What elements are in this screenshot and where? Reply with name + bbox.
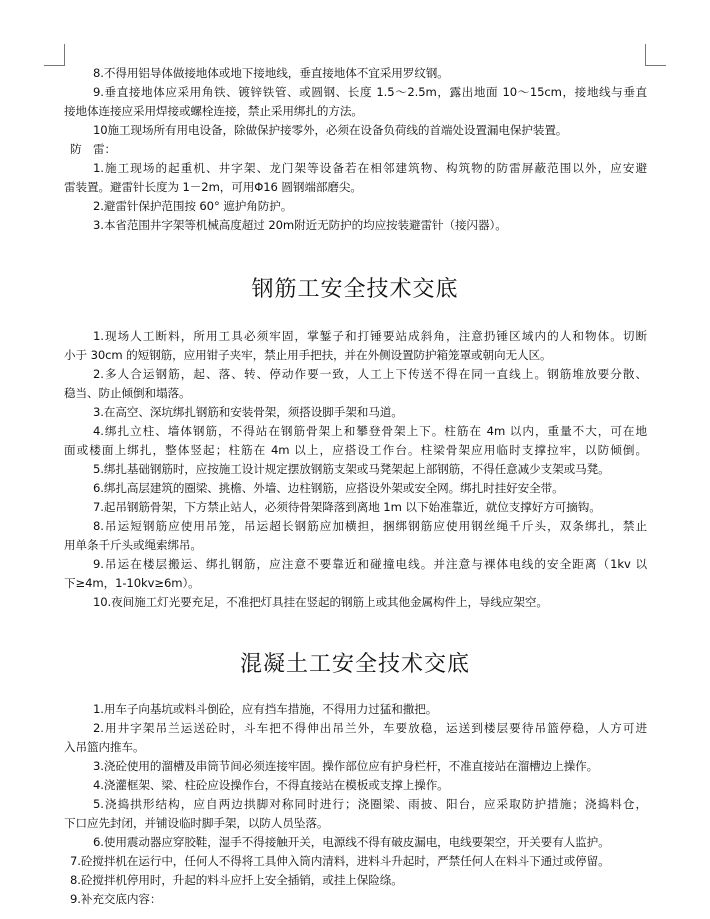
paragraph-line: 10施工现场所有用电设备，除做保护接零外，必须在设备负荷线的首端处设置漏电保护装置。 [93, 123, 568, 137]
paragraph-line: 4.浇灌框架、梁、柱砼应设操作台，不得直接站在模板或支撑上操作。 [93, 778, 449, 792]
paragraph-line: 5.绑扎基础钢筋时，应按施工设计规定摆放钢筋支架或马凳架起上部钢筋，不得任意减少支架或马凳。 [93, 462, 610, 476]
paragraph-line: 6.使用震动器应穿胶鞋，湿手不得接触开关，电源线不得有破皮漏电，电线要架空，开关要有人监护。 [93, 835, 610, 849]
paragraph-line: 8.砼搅拌机停用时，升起的料斗应扦上安全插销，或挂上保险绦。 [70, 873, 403, 887]
paragraph-line: 雷装置。避雷针长度为 1－2m，可用Φ16 圆钢端部磨尖。 [64, 180, 362, 194]
paragraph-line: 1.现场人工断料，所用工具必须牢固，掌錾子和打锤要站成斜角，注意扔锤区域内的人和物体。切断 [93, 329, 647, 343]
crop-mark-top-right [645, 44, 646, 66]
crop-mark-top-left [44, 65, 65, 66]
paragraph-line: 3.本省范围井字架等机械高度超过 20m附近无防护的均应按装避雷针（接闪器）。 [93, 218, 507, 232]
paragraph-line: 1.施工现场的起重机、井字架、龙门架等设备若在相邻建筑物、构筑物的防雷屏蔽范围以外，应安避 [93, 161, 647, 175]
paragraph-line: 8.不得用铝导体做接地体或地下接地线，垂直接地体不宜采用罗纹钢。 [93, 66, 449, 80]
paragraph-line: 9.垂直接地体应采用角铁、镀锌铁管、或圆钢、长度 1.5～2.5m，露出地面 10～15cm，接地线与垂直 [93, 85, 647, 99]
paragraph-line: 接地体连接应采用焊接或螺栓连接，禁止采用绑扎的方法。 [64, 104, 363, 118]
paragraph-line: 6.绑扎高层建筑的圈梁、挑檐、外墙、边柱钢筋，应搭设外架或安全网。绑扎时挂好安全带。 [93, 481, 564, 495]
paragraph-line: 下口应先封闭，并铺设临时脚手架，以防人员坠落。 [64, 816, 329, 830]
paragraph-line: 4.绑扎立柱、墙体钢筋，不得站在钢筋骨架上和攀登骨架上下。柱筋在 4m 以内，重量不大，可在地 [93, 424, 647, 438]
paragraph-line: 用单条千斤头或绳索绑吊。 [64, 538, 202, 552]
paragraph-line: 7.起吊钢筋骨架，下方禁止站人，必须待骨架降落到离地 1m 以下始准靠近，就位支撑好方可摘钩。 [93, 500, 601, 514]
subheading-lightning: 防 雷： [70, 142, 116, 156]
paragraph-line: 3.在高空、深坑绑扎钢筋和安装骨架，须搭设脚手架和马道。 [93, 405, 403, 419]
paragraph-line: 10.夜间施工灯光要充足，不准把灯具挂在竖起的钢筋上或其他金属构件上，导线应架空。 [93, 595, 548, 609]
paragraph-line: 3.浇砼使用的溜槽及串筒节间必须连接牢固。操作部位应有护身栏杆，不准直接站在溜槽边上操作。 [93, 759, 599, 773]
paragraph-line: 8.吊运短钢筋应使用吊笼，吊运超长钢筋应加横担，捆绑钢筋应使用钢丝绳千斤头，双条绑扎，禁止 [93, 519, 647, 533]
paragraph-line: 小于 30cm 的短钢筋，应用钳子夹牢，禁止用手把扶，并在外侧设置防护箱笼罩或朝向无人区。 [64, 348, 552, 362]
paragraph-line: 入吊篮内推车。 [64, 740, 145, 754]
paragraph-line: 下≥4m，1-10kv≥6m）。 [64, 576, 200, 590]
paragraph-line: 9.吊运在楼层搬运、绑扎钢筋，应注意不要靠近和碰撞电线。并注意与裸体电线的安全距离（1kv 以 [93, 557, 647, 571]
crop-mark-top-right [645, 65, 666, 66]
paragraph-line: 2.多人合运钢筋，起、落、转、停动作要一致，人工上下传送不得在同一直线上。钢筋堆放要分散、 [93, 367, 647, 381]
paragraph-line: 稳当、防止倾倒和塌落。 [64, 386, 191, 400]
paragraph-line: 1.用车子向基坑或料斗倒砼，应有挡车措施，不得用力过猛和撒把。 [93, 702, 438, 716]
paragraph-line: 2.用井字架吊兰运送砼时，斗车把不得伸出吊兰外，车要放稳，运送到楼层要待吊篮停稳，人方可进 [93, 721, 647, 735]
paragraph-line: 9.补充交底内容： [70, 892, 162, 906]
paragraph-line: 面或楼面上绑扎，整体竖起；柱筋在 4m 以上，应搭设工作台。柱梁骨架应用临时支撑拉牢，以防倾倒。 [64, 443, 647, 457]
paragraph-line: 5.浇捣拱形结构，应自两边拱脚对称同时进行；浇圈梁、雨披、阳台，应采取防护措施；浇捣料仓， [93, 797, 647, 811]
paragraph-line: 2.避雷针保护范围按 60° 遮护角防护。 [93, 199, 293, 213]
crop-mark-top-left [64, 44, 65, 66]
paragraph-line: 7.砼搅拌机在运行中，任何人不得将工具伸入筒内清料，进料斗升起时，严禁任何人在料斗下通过或停留。 [70, 854, 610, 868]
section-title-rebar: 钢筋工安全技术交底 [251, 277, 459, 302]
section-title-concrete: 混凝土工安全技术交底 [239, 652, 470, 677]
